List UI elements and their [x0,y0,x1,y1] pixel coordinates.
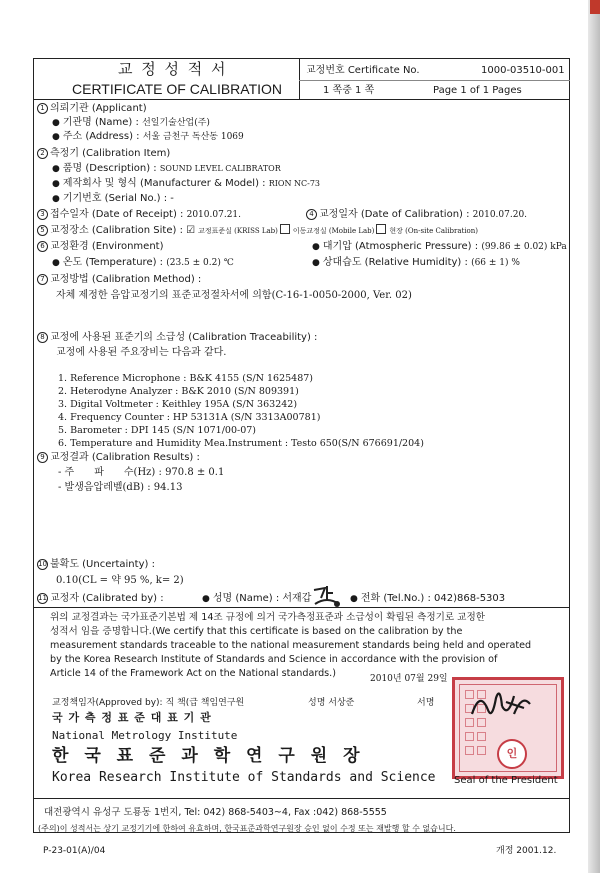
revision-date: 개정 2001.12. [496,846,557,856]
scan-mark [590,0,600,14]
signature-label: 서명 [417,698,435,708]
site-mobile-checkbox [280,224,290,234]
header-separator [299,58,300,99]
traceability-item: 4. Frequency Counter : HP 53131A (S/N 3313A00781) [58,412,321,423]
certificate-no-value: 1000-03510-001 [481,65,565,76]
approval-line: 교정책임자(Approved by): 직 책(급 책임연구원 [52,698,245,708]
temperature: ● 온도 (Temperature) : (23.5 ± 0.2) ℃ [52,257,234,268]
uncertainty-value: 0.10(CL = 약 95 %, k= 2) [56,575,184,586]
certificate-no-label: 교정번호 Certificate No. [306,65,420,76]
statement-line: by the Korea Research Institute of Standards and Science in accordance with the provision of [50,654,498,665]
calibration-site: 5 교정장소 (Calibration Site) : ☑ 교정표준실 (KRISS Lab) 이동교정실 (Mobile Lab) 현장 (On-site Calibration) [37,224,478,238]
calibrator-phone: ● 전화 (Tel.No.) : 042)868-5303 [350,593,506,604]
uncertainty-heading: 10 불확도 (Uncertainty) : [38,559,155,570]
statement-line: measurement standards traceable to the national measurement standards being held and operated [50,640,532,651]
traceability-item: 1. Reference Microphone : B&K 4155 (S/N 1625487) [58,373,314,384]
statement-divider [33,607,570,608]
method-text: 자체 제정한 음압교정기의 표준교정절차서에 의함(C-16-1-0050-2000, Ver. 02) [56,290,412,301]
result-sound-pressure: - 발생음압레벨(dB) : 94.13 [58,482,183,493]
scan-edge [588,0,600,873]
calibrator-name: ● 성명 (Name) : 서재갑 [202,593,312,604]
item-heading: 2 측정기 (Calibration Item) [37,147,170,160]
traceability-item: 2. Heterodyne Analyzer : B&K 2010 (S/N 809391) [58,386,299,397]
title-korean: 교 정 성 적 서 [118,60,228,78]
results-heading: 9 교정결과 (Calibration Results) : [37,451,200,464]
page-count-english: Page 1 of 1 Pages [433,85,522,96]
header-divider [33,99,570,100]
item-serial: ● 기기번호 (Serial No.) : - [52,193,174,204]
statement-line: Article 14 of the Framework Act on the National standards.) [50,668,336,679]
statement-line: 성적서 임을 증명합니다.(We certify that this certificate is based on the calibration by the [50,626,463,637]
institute-ko-small: 국 가 측 정 표 준 대 표 기 관 [52,711,212,724]
site-mobile-lab: 이동교정실 (Mobile Lab) [292,227,375,235]
relative-humidity: ● 상대습도 (Relative Humidity) : (66 ± 1) % [312,257,520,268]
title-english: CERTIFICATE OF CALIBRATION [72,81,283,97]
traceability-intro: 교정에 사용된 주요장비는 다음과 같다. [56,347,227,358]
header-inner-divider [299,80,570,81]
traceability-item: 5. Barometer : DPI 145 (S/N 1071/00-07) [58,425,256,436]
institute-en-small: National Metrology Institute [52,729,238,742]
atmospheric-pressure: ● 대기압 (Atmospheric Pressure) : (99.86 ± 0.02) kPa [312,241,567,252]
item-manufacturer: ● 제작회사 및 형식 (Manufacturer & Model) : RION NC-73 [52,178,321,189]
applicant-heading: 1 의뢰기관 (Applicant) [37,102,147,115]
statement-date: 2010년 07월 29일 [370,674,448,684]
calibration-date: 4 교정일자 (Date of Calibration) : 2010.07.20. [306,208,527,222]
calibrator-signature [309,582,345,610]
institute-ko-large: 한 국 표 준 과 학 연 구 원 장 [52,746,365,766]
seal-stamp: 인 [497,739,527,769]
footer-address: 대전광역시 유성구 도룡동 1번지, Tel: 042) 868-5403~4, Fax :042) 868-5555 [44,807,387,818]
footer-note: (주의)이 성적서는 상기 교정기기에 한하여 유효하며, 한국표준과학연구원장 승인 없이 수정 또는 재발행 할 수 없습니다. [38,824,456,833]
applicant-name: ● 기관명 (Name) : 선일기술산업(주) [52,117,210,128]
statement-korean: 위의 교정결과는 국가표준기본법 제 14조 규정에 의거 국가측정표준과 소급성이 확립된 측정기로 교정한 [50,612,485,623]
receipt-date: 3 접수일자 (Date of Receipt) : 2010.07.21. [37,208,241,222]
applicant-address: ● 주소 (Address) : 서울 금천구 독산동 1069 [52,131,244,142]
environment-heading: 6 교정환경 (Environment) [37,240,163,253]
result-frequency: - 주 파 수(Hz) : 970.8 ± 0.1 [58,467,225,478]
site-kriss-lab: 교정표준실 (KRISS Lab) [198,227,278,235]
approver-name: 성명 서상준 [308,698,355,708]
site-onsite: 현장 (On-site Calibration) [389,227,479,235]
footer-divider [33,798,570,799]
traceability-heading: 8 교정에 사용된 표준기의 소급성 (Calibration Traceability) : [37,331,317,344]
traceability-item: 3. Digital Voltmeter : Keithley 195A (S/N 363242) [58,399,298,410]
item-description: ● 품명 (Description) : SOUND LEVEL CALIBRATOR [52,163,281,174]
president-signature [466,684,536,730]
institute-en-large: Korea Research Institute of Standards and Science [52,770,436,785]
site-onsite-checkbox [376,224,386,234]
traceability-item: 6. Temperature and Humidity Mea.Instrument : Testo 650(S/N 676691/204) [58,438,424,449]
method-heading: 7 교정방법 (Calibration Method) : [37,273,201,286]
seal-caption: Seal of the President [454,775,558,786]
page-count-korean: 1 쪽중 1 쪽 [323,85,375,96]
calibrated-by: 11 교정자 (Calibrated by) : [38,593,164,604]
form-number: P-23-01(A)/04 [43,846,106,856]
